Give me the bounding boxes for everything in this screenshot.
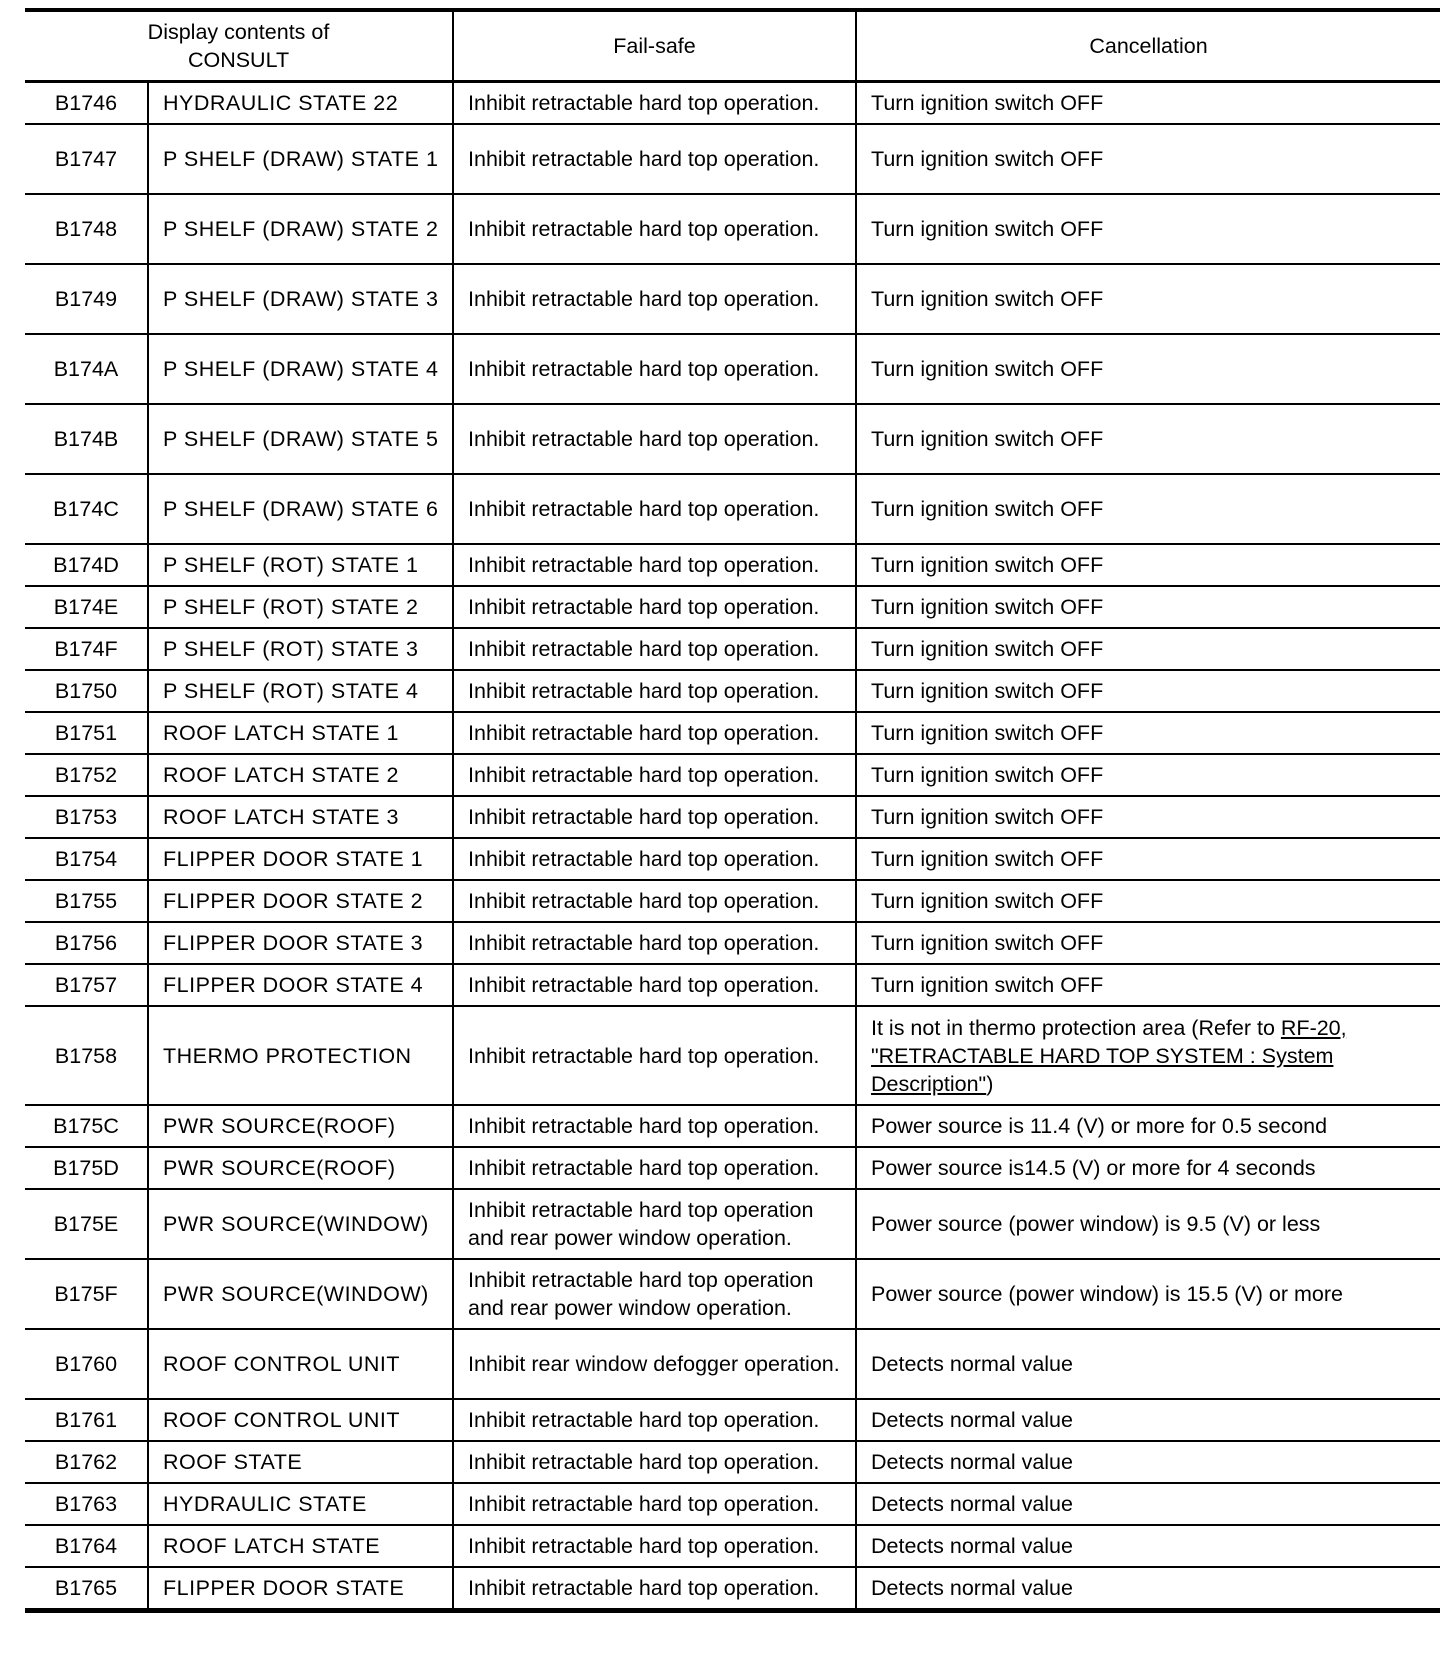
- table-body: [25, 82, 1440, 1611]
- display-item: P SHELF (DRAW) STATE 6: [148, 474, 453, 544]
- display-item: PWR SOURCE(WINDOW): [148, 1259, 453, 1329]
- dtc-code: B1749: [25, 264, 148, 334]
- table-row: [25, 124, 1440, 194]
- cancellation-cell: [856, 474, 1440, 544]
- fail-safe-cell: Inhibit retractable hard top operation.: [453, 474, 856, 544]
- table-row: [25, 264, 1440, 334]
- display-item: FLIPPER DOOR STATE 2: [148, 880, 453, 922]
- cancellation-cell: [856, 82, 1440, 125]
- fail-safe-cell: Inhibit retractable hard top operation.: [453, 1147, 856, 1189]
- table-row: [25, 1567, 1440, 1611]
- display-item: P SHELF (ROT) STATE 1: [148, 544, 453, 586]
- dtc-code: B175D: [25, 1147, 148, 1189]
- cancellation-cell: [856, 796, 1440, 838]
- cancellation-text: Power source is14.5 (V) or more for 4 seconds: [871, 1156, 1316, 1180]
- table-row: [25, 1105, 1440, 1147]
- display-item: ROOF CONTROL UNIT: [148, 1329, 453, 1399]
- table-row: [25, 474, 1440, 544]
- display-item: FLIPPER DOOR STATE 1: [148, 838, 453, 880]
- cancellation-text: Detects normal value: [871, 1576, 1073, 1600]
- dtc-code: B1748: [25, 194, 148, 264]
- cancellation-cell: [856, 670, 1440, 712]
- display-item: P SHELF (DRAW) STATE 4: [148, 334, 453, 404]
- display-item: P SHELF (DRAW) STATE 2: [148, 194, 453, 264]
- fail-safe-cell: Inhibit retractable hard top operation.: [453, 796, 856, 838]
- dtc-code: B1747: [25, 124, 148, 194]
- dtc-code: B1761: [25, 1399, 148, 1441]
- fail-safe-cell: Inhibit retractable hard top operation and rear power window operation.: [453, 1259, 856, 1329]
- fail-safe-cell: Inhibit retractable hard top operation.: [453, 404, 856, 474]
- table-row: [25, 544, 1440, 586]
- cancellation-cell: [856, 1259, 1440, 1329]
- fail-safe-cell: Inhibit retractable hard top operation.: [453, 838, 856, 880]
- fail-safe-cell: Inhibit retractable hard top operation.: [453, 544, 856, 586]
- display-item: ROOF LATCH STATE 2: [148, 754, 453, 796]
- cancellation-text: Turn ignition switch OFF: [871, 847, 1104, 871]
- header-cancellation: Cancellation: [856, 10, 1440, 82]
- fail-safe-cell: Inhibit retractable hard top operation.: [453, 194, 856, 264]
- dtc-code: B1757: [25, 964, 148, 1006]
- header-display-contents: Display contents of CONSULT: [25, 10, 453, 82]
- display-item: FLIPPER DOOR STATE: [148, 1567, 453, 1611]
- dtc-code: B175C: [25, 1105, 148, 1147]
- cancellation-text: Detects normal value: [871, 1534, 1073, 1558]
- cancellation-cell: [856, 586, 1440, 628]
- cancellation-text: Turn ignition switch OFF: [871, 91, 1104, 115]
- cancellation-cell: [856, 1147, 1440, 1189]
- cancellation-cell: [856, 124, 1440, 194]
- dtc-code: B174C: [25, 474, 148, 544]
- cancellation-text: Turn ignition switch OFF: [871, 427, 1104, 451]
- table-row: [25, 1525, 1440, 1567]
- table-row: [25, 796, 1440, 838]
- cancellation-text: Turn ignition switch OFF: [871, 287, 1104, 311]
- header-fail-safe: Fail-safe: [453, 10, 856, 82]
- fail-safe-cell: Inhibit retractable hard top operation.: [453, 1006, 856, 1105]
- fail-safe-cell: Inhibit retractable hard top operation.: [453, 922, 856, 964]
- cancellation-cell: [856, 1441, 1440, 1483]
- cancellation-text: Turn ignition switch OFF: [871, 553, 1104, 577]
- fail-safe-cell: Inhibit retractable hard top operation.: [453, 586, 856, 628]
- display-item: HYDRAULIC STATE: [148, 1483, 453, 1525]
- cancellation-cell: [856, 1525, 1440, 1567]
- table-row: [25, 1147, 1440, 1189]
- fail-safe-cell: Inhibit retractable hard top operation.: [453, 82, 856, 125]
- dtc-code: B1756: [25, 922, 148, 964]
- cancellation-cell: [856, 404, 1440, 474]
- dtc-code: B1758: [25, 1006, 148, 1105]
- cancellation-cell: [856, 712, 1440, 754]
- dtc-code: B1746: [25, 82, 148, 125]
- fail-safe-cell: Inhibit rear window defogger operation.: [453, 1329, 856, 1399]
- cancellation-text: Turn ignition switch OFF: [871, 763, 1104, 787]
- table-row: [25, 586, 1440, 628]
- cancellation-cell: [856, 754, 1440, 796]
- dtc-code: B1750: [25, 670, 148, 712]
- cancellation-cell: [856, 880, 1440, 922]
- fail-safe-cell: Inhibit retractable hard top operation.: [453, 1399, 856, 1441]
- display-item: ROOF CONTROL UNIT: [148, 1399, 453, 1441]
- table-row: [25, 838, 1440, 880]
- fail-safe-table: [25, 8, 1440, 1613]
- cancellation-cell: [856, 922, 1440, 964]
- cancellation-text: Turn ignition switch OFF: [871, 637, 1104, 661]
- cancellation-cell: [856, 1006, 1440, 1105]
- cancellation-text: Turn ignition switch OFF: [871, 217, 1104, 241]
- display-item: PWR SOURCE(ROOF): [148, 1147, 453, 1189]
- table-row: [25, 1006, 1440, 1105]
- cancellation-suffix: ): [986, 1071, 994, 1096]
- fail-safe-cell: Inhibit retractable hard top operation.: [453, 264, 856, 334]
- cancellation-cell: [856, 1189, 1440, 1259]
- cancellation-text: Detects normal value: [871, 1492, 1073, 1516]
- display-item: HYDRAULIC STATE 22: [148, 82, 453, 125]
- dtc-code: B174E: [25, 586, 148, 628]
- table-row: [25, 712, 1440, 754]
- table-row: [25, 922, 1440, 964]
- cancellation-text: Power source is 11.4 (V) or more for 0.5 second: [871, 1114, 1328, 1138]
- display-item: P SHELF (ROT) STATE 2: [148, 586, 453, 628]
- cancellation-text: Power source (power window) is 9.5 (V) or less: [871, 1212, 1321, 1236]
- table-row: [25, 82, 1440, 125]
- dtc-code: B1753: [25, 796, 148, 838]
- table-header-row: [25, 10, 1440, 82]
- fail-safe-cell: Inhibit retractable hard top operation.: [453, 124, 856, 194]
- table-row: [25, 1441, 1440, 1483]
- display-item: P SHELF (DRAW) STATE 1: [148, 124, 453, 194]
- cancellation-cell: [856, 194, 1440, 264]
- table-row: [25, 1329, 1440, 1399]
- display-item: ROOF LATCH STATE 1: [148, 712, 453, 754]
- display-item: P SHELF (ROT) STATE 4: [148, 670, 453, 712]
- cancellation-cell: [856, 964, 1440, 1006]
- fail-safe-cell: Inhibit retractable hard top operation.: [453, 964, 856, 1006]
- dtc-code: B1760: [25, 1329, 148, 1399]
- cancellation-text: Turn ignition switch OFF: [871, 973, 1104, 997]
- table-row: [25, 670, 1440, 712]
- cancellation-cell: [856, 1483, 1440, 1525]
- display-item: ROOF STATE: [148, 1441, 453, 1483]
- dtc-code: B174D: [25, 544, 148, 586]
- dtc-code: B1751: [25, 712, 148, 754]
- fail-safe-cell: Inhibit retractable hard top operation.: [453, 1525, 856, 1567]
- cancellation-cell: [856, 334, 1440, 404]
- fail-safe-cell: Inhibit retractable hard top operation and rear power window operation.: [453, 1189, 856, 1259]
- dtc-code: B174B: [25, 404, 148, 474]
- table-row: [25, 1399, 1440, 1441]
- fail-safe-cell: Inhibit retractable hard top operation.: [453, 628, 856, 670]
- cancellation-text: Turn ignition switch OFF: [871, 805, 1104, 829]
- cancellation-cell: [856, 628, 1440, 670]
- cancellation-text: Turn ignition switch OFF: [871, 679, 1104, 703]
- dtc-code: B1763: [25, 1483, 148, 1525]
- dtc-code: B1754: [25, 838, 148, 880]
- display-item: PWR SOURCE(WINDOW): [148, 1189, 453, 1259]
- table-row: [25, 194, 1440, 264]
- cancellation-cell: [856, 1329, 1440, 1399]
- dtc-code: B175F: [25, 1259, 148, 1329]
- dtc-code: B1752: [25, 754, 148, 796]
- table-row: [25, 964, 1440, 1006]
- table-row: [25, 404, 1440, 474]
- dtc-code: B1764: [25, 1525, 148, 1567]
- dtc-code: B1765: [25, 1567, 148, 1611]
- cancellation-cell: [856, 264, 1440, 334]
- fail-safe-cell: Inhibit retractable hard top operation.: [453, 670, 856, 712]
- display-item: FLIPPER DOOR STATE 3: [148, 922, 453, 964]
- cancellation-cell: [856, 1105, 1440, 1147]
- cancellation-text: Turn ignition switch OFF: [871, 147, 1104, 171]
- cancellation-cell: [856, 1567, 1440, 1611]
- fail-safe-cell: Inhibit retractable hard top operation.: [453, 712, 856, 754]
- cancellation-text: Detects normal value: [871, 1408, 1073, 1432]
- table-row: [25, 880, 1440, 922]
- display-item: P SHELF (DRAW) STATE 5: [148, 404, 453, 474]
- dtc-code: B1755: [25, 880, 148, 922]
- table-row: [25, 1259, 1440, 1329]
- cancellation-cell: [856, 838, 1440, 880]
- cancellation-text: Turn ignition switch OFF: [871, 889, 1104, 913]
- reference-link[interactable]: RF-20, "RETRACTABLE HARD TOP SYSTEM : System Description": [871, 1015, 1347, 1096]
- cancellation-text: Detects normal value: [871, 1450, 1073, 1474]
- cancellation-text: Turn ignition switch OFF: [871, 595, 1104, 619]
- display-item: ROOF LATCH STATE: [148, 1525, 453, 1567]
- dtc-code: B175E: [25, 1189, 148, 1259]
- cancellation-text: Power source (power window) is 15.5 (V) or more: [871, 1282, 1343, 1306]
- fail-safe-cell: Inhibit retractable hard top operation.: [453, 334, 856, 404]
- fail-safe-cell: Inhibit retractable hard top operation.: [453, 1483, 856, 1525]
- display-item: ROOF LATCH STATE 3: [148, 796, 453, 838]
- fail-safe-cell: Inhibit retractable hard top operation.: [453, 754, 856, 796]
- cancellation-text: Detects normal value: [871, 1352, 1073, 1376]
- dtc-code: B1762: [25, 1441, 148, 1483]
- cancellation-text: Turn ignition switch OFF: [871, 721, 1104, 745]
- table-row: [25, 754, 1440, 796]
- display-item: PWR SOURCE(ROOF): [148, 1105, 453, 1147]
- dtc-code: B174A: [25, 334, 148, 404]
- cancellation-text: Turn ignition switch OFF: [871, 497, 1104, 521]
- fail-safe-cell: Inhibit retractable hard top operation.: [453, 880, 856, 922]
- table-row: [25, 1483, 1440, 1525]
- fail-safe-cell: Inhibit retractable hard top operation.: [453, 1441, 856, 1483]
- display-item: THERMO PROTECTION: [148, 1006, 453, 1105]
- fail-safe-cell: Inhibit retractable hard top operation.: [453, 1105, 856, 1147]
- cancellation-cell: [856, 1399, 1440, 1441]
- table-row: [25, 1189, 1440, 1259]
- table-row: [25, 628, 1440, 670]
- cancellation-cell: [856, 544, 1440, 586]
- cancellation-text: Turn ignition switch OFF: [871, 357, 1104, 381]
- display-item: P SHELF (ROT) STATE 3: [148, 628, 453, 670]
- display-item: P SHELF (DRAW) STATE 3: [148, 264, 453, 334]
- table-row: [25, 334, 1440, 404]
- fail-safe-cell: Inhibit retractable hard top operation.: [453, 1567, 856, 1611]
- cancellation-text: It is not in thermo protection area (Refer to: [871, 1015, 1281, 1040]
- display-item: FLIPPER DOOR STATE 4: [148, 964, 453, 1006]
- dtc-code: B174F: [25, 628, 148, 670]
- cancellation-text: Turn ignition switch OFF: [871, 931, 1104, 955]
